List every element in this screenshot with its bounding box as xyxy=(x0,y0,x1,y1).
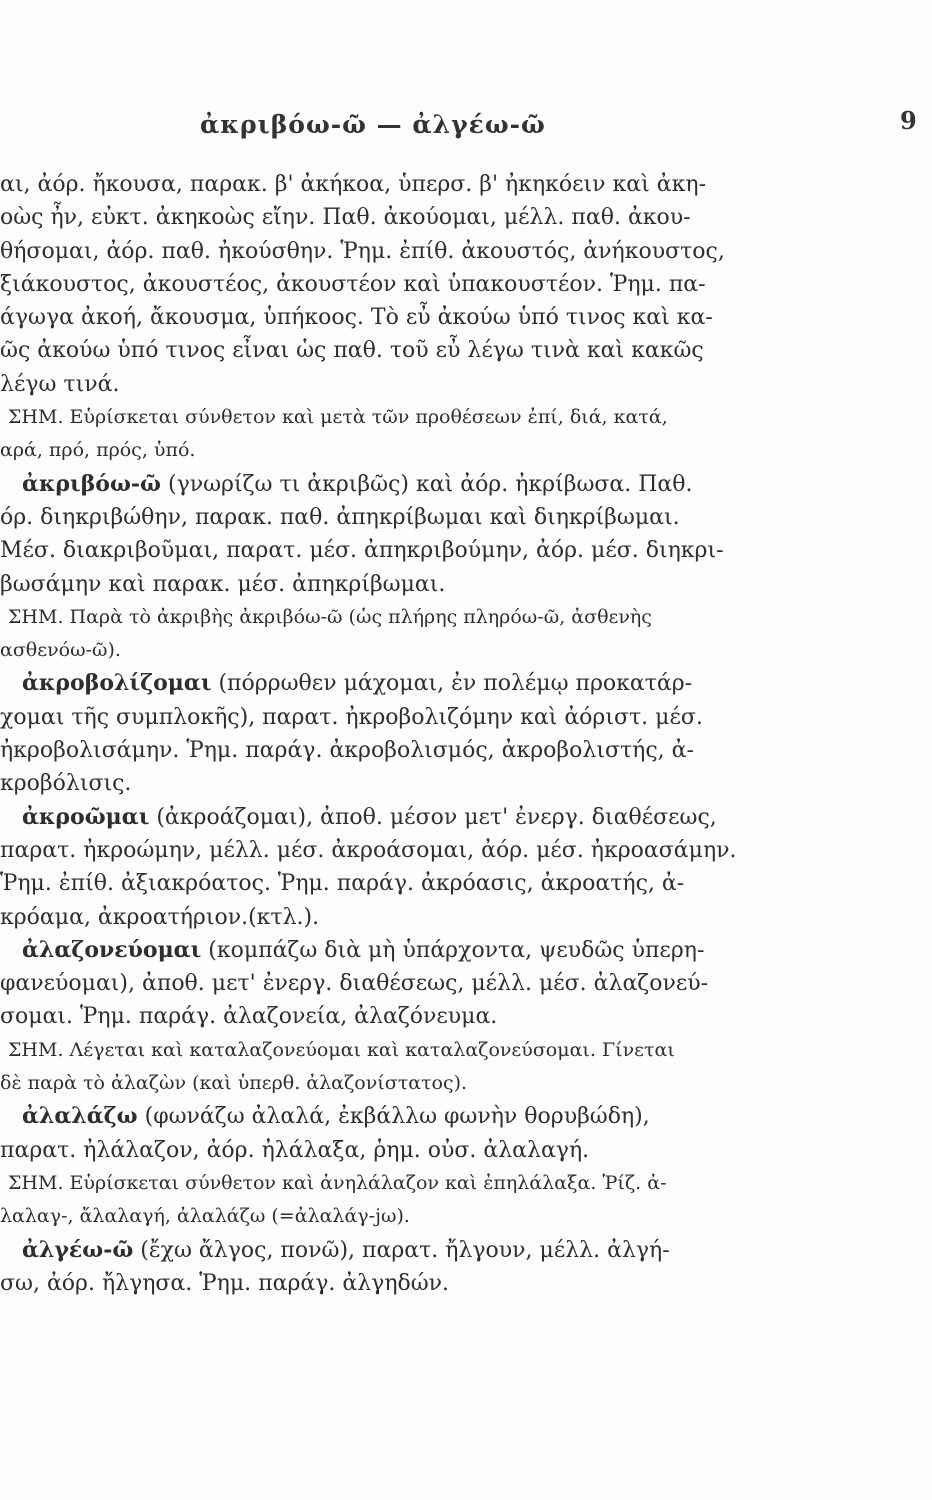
text-line: ἠκροβολισάμην. Ῥημ. παράγ. ἀκροβολισμός, ἀκροβολιστής, ἀ- xyxy=(0,738,694,764)
text-line: όρ. διηκριβώθην, παρακ. παθ. ἀπηκρίβωμαι καὶ διηκρίβωμαι. xyxy=(0,504,680,530)
entry-headword: ἀκροβολίζομαι xyxy=(22,670,212,697)
entry-line xyxy=(0,667,932,700)
dictionary-body xyxy=(0,168,932,1300)
note-line: ΣΗΜ. Λέγεται καὶ καταλαζονεύομαι καὶ καταλαζονεύσομαι. Γίνεται xyxy=(8,1038,675,1061)
page-number: 9 xyxy=(900,106,917,135)
text-line: κροβόλισις. xyxy=(0,771,132,797)
running-head: ἀκριβόω-ῶ — ἀλγέω-ῶ xyxy=(200,110,546,139)
entry-text: (φωνάζω ἀλαλά, ἐκβάλλω φωνὴν θορυβώδη), xyxy=(137,1104,650,1130)
text-line: λέγω τινά. xyxy=(0,371,120,397)
note-line: ασθενόω-ῶ). xyxy=(0,639,121,662)
note-line: αρά, πρό, πρός, ὑπό. xyxy=(0,439,196,462)
text-line: παρατ. ἠλάλαζον, ἀόρ. ἠλάλαξα, ῥημ. οὐσ. ἀλαλαγή. xyxy=(0,1137,590,1163)
text-line: θήσομαι, ἀόρ. παθ. ἠκούσθην. Ῥημ. ἐπίθ. ἀκουστός, ἀνήκουστος, xyxy=(0,238,725,264)
entry-headword: ἀκροῶμαι xyxy=(22,803,150,830)
text-line: βωσάμην καὶ παρακ. μέσ. ἀπηκρίβωμαι. xyxy=(0,571,446,597)
text-line: ξιάκουστος, ἀκουστέος, ἀκουστέον καὶ ὑπακουστέον. Ῥημ. πα- xyxy=(0,271,706,297)
text-line: σομαι. Ῥημ. παράγ. ἀλαζονεία, ἀλαζόνευμα. xyxy=(0,1004,498,1030)
entry-text: (ἔχω ἄλγος, πονῶ), παρατ. ἤλγουν, μέλλ. ἀλγή- xyxy=(133,1237,670,1263)
text-line: χομαι τῆς συμπλοκῆς), παρατ. ἠκροβολιζόμην καὶ ἀόριστ. μέσ. xyxy=(0,704,703,730)
entry-line xyxy=(0,468,932,501)
entry-line xyxy=(0,934,932,967)
text-line: σω, ἀόρ. ἤλγησα. Ῥημ. παράγ. ἀλγηδών. xyxy=(0,1270,450,1296)
note-line: ΣΗΜ. Παρὰ τὸ ἀκριβὴς ἀκριβόω-ῶ (ὡς πλήρης πληρόω-ῶ, ἀσθενὴς xyxy=(8,605,652,628)
entry-headword: ἀλαλάζω xyxy=(22,1103,138,1130)
text-line: Μέσ. διακριβοῦμαι, παρατ. μέσ. ἀπηκριβούμην, ἀόρ. μέσ. διηκρι- xyxy=(0,538,724,564)
entry-headword: ἀλγέω-ῶ xyxy=(22,1236,134,1263)
entry-text: (κομπάζω διὰ μὴ ὑπάρχοντα, ψευδῶς ὑπερη- xyxy=(201,937,705,963)
text-line: Ῥημ. ἐπίθ. ἀξιακρόατος. Ῥημ. παράγ. ἀκρόασις, ἀκροατής, ἀ- xyxy=(0,871,685,897)
note-line: λαλαγ-, ἄλαλαγή, ἀλαλάζω (=ἀλαλάγ-jω). xyxy=(0,1205,410,1228)
note-line: ΣΗΜ. Εὑρίσκεται σύνθετον καὶ ἀνηλάλαζον καὶ ἐπηλάλαξα. Ῥίζ. ἀ- xyxy=(8,1171,667,1194)
entry-line xyxy=(0,801,932,834)
text-line: κρόαμα, ἀκροατήριον.(κτλ.). xyxy=(0,904,320,930)
entry-text: (γνωρίζω τι ἀκριβῶς) καὶ ἀόρ. ἠκρίβωσα. Παθ. xyxy=(161,471,693,497)
entry-headword: ἀλαζονεύομαι xyxy=(22,936,202,963)
entry-line xyxy=(0,1100,932,1133)
entry-text: (πόρρωθεν μάχομαι, ἐν πολέμῳ προκατάρ- xyxy=(211,671,693,697)
text-line: οὼς ἦν, εὐκτ. ἀκηκοὼς εἴην. Παθ. ἀκούομαι, μέλλ. παθ. ἀκου- xyxy=(0,205,691,231)
text-line: φανεύομαι), ἀποθ. μετ' ἐνεργ. διαθέσεως, μέλλ. μέσ. ἀλαζονεύ- xyxy=(0,971,709,997)
entry-line xyxy=(0,1234,932,1267)
text-line: άγωγα ἀκοή, ἄκουσμα, ὑπήκοος. Τὸ εὖ ἀκούω ὑπό τινος καὶ κα- xyxy=(0,305,713,331)
entry-text: (ἀκροάζομαι), ἀποθ. μέσον μετ' ἐνεργ. διαθέσεως, xyxy=(149,804,717,830)
text-line: παρατ. ἠκροώμην, μέλλ. μέσ. ἀκροάσομαι, ἀόρ. μέσ. ἠκροασάμην. xyxy=(0,837,737,863)
text-line: αι, ἀόρ. ἤκουσα, παρακ. β' ἀκήκοα, ὑπερσ. β' ἠκηκόειν καὶ ἀκη- xyxy=(0,172,706,197)
note-line: δὲ παρὰ τὸ ἀλαζὼν (καὶ ὑπερθ. ἀλαζονίστατος). xyxy=(0,1072,468,1095)
note-line: ΣΗΜ. Εὑρίσκεται σύνθετον καὶ μετὰ τῶν προθέσεων ἐπί, διά, κατά, xyxy=(8,406,668,429)
entry-headword: ἀκριβόω-ῶ xyxy=(22,470,162,497)
text-line: ῶς ἀκούω ὑπό τινος εἶναι ὡς παθ. τοῦ εὖ λέγω τινὰ καὶ κακῶς xyxy=(0,338,704,364)
page-header xyxy=(0,106,932,150)
